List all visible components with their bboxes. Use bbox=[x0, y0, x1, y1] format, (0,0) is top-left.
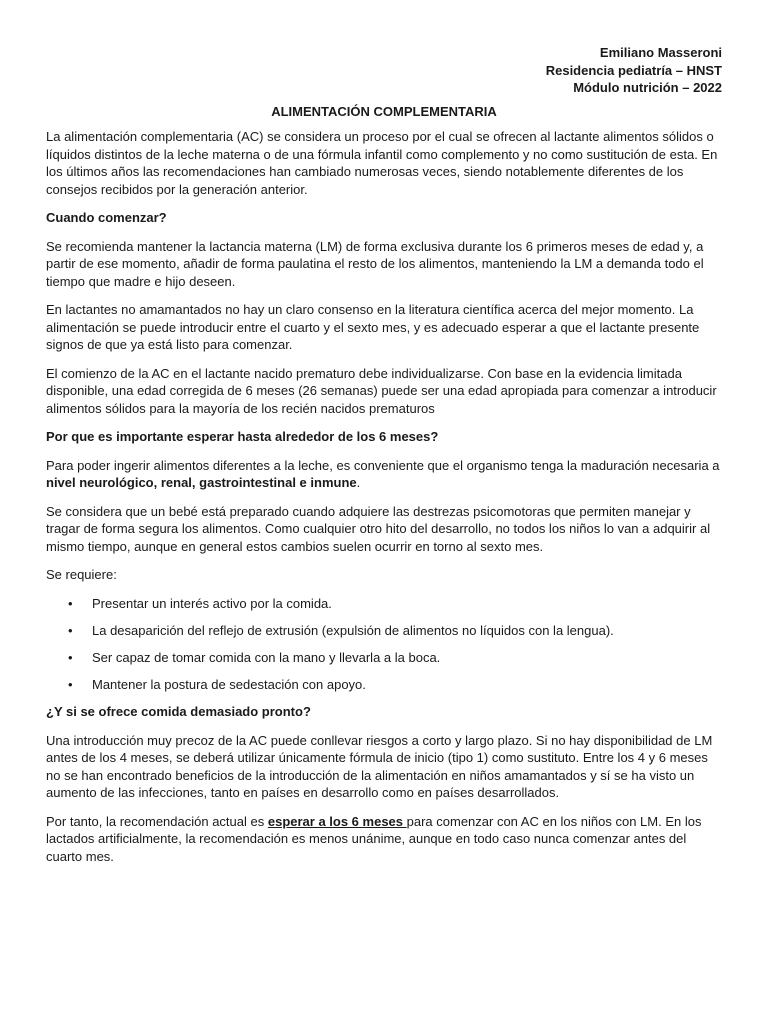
paragraph-recommendation bbox=[46, 813, 722, 866]
document-header bbox=[46, 44, 722, 97]
paragraph-premature: El comienzo de la AC en el lactante nacido prematuro debe individualizarse. Con base en la evidencia limitada disponible, una edad corregida de 6 meses (26 semanas) puede ser una edad apropiada para comenzar a introducir alimentos sólidos para la mayoría de los recién nacidos prematuros bbox=[46, 365, 717, 416]
list-item-text: Mantener la postura de sedestación con apoyo. bbox=[92, 676, 366, 692]
maturation-text-start: Para poder ingerir alimentos diferentes a la leche, es conveniente que el organismo tenga la maduración necesaria a bbox=[46, 457, 720, 473]
bullet-icon: • bbox=[68, 595, 73, 611]
list-item-text: Ser capaz de tomar comida con la mano y llevarla a la boca. bbox=[92, 649, 441, 665]
maturation-bold-text: nivel neurológico, renal, gastrointestinal e inmune bbox=[46, 475, 357, 490]
list-item bbox=[68, 676, 722, 694]
author-name: Emiliano Masseroni bbox=[599, 45, 722, 60]
intro-paragraph: La alimentación complementaria (AC) se considera un proceso por el cual se ofrecen al lactante alimentos sólidos o líquidos distintos de la leche materna o de una fórmula infantil como complemento y no como sustitución de esta. En los últimos años las recomendaciones han cambiado numerosas veces, siendo notablemente diferentes de los consejos recibidos por la generación anterior. bbox=[46, 129, 718, 197]
list-item bbox=[68, 622, 722, 640]
bullet-icon: • bbox=[68, 649, 73, 665]
paragraph-readiness: Se considera que un bebé está preparado cuando adquiere las destrezas psicomotoras que permiten manejar y tragar de forma segura los alimentos. Como cualquier otro hito del desarrollo, no todos los niños lo van a adquirir al mismo tiempo, aunque en general estos cambios suelen ocurrir en torno al sexto mes. bbox=[46, 503, 711, 554]
bullet-icon: • bbox=[68, 622, 73, 638]
recommendation-text-end: para comenzar con AC en los niños con LM. En los lactados artificialmente, la recomendación es menos unánime, aunque en todo caso nunca comenzar antes del cuarto mes. bbox=[46, 813, 702, 864]
section-heading-why: Por que es importante esperar hasta alrededor de los 6 meses? bbox=[46, 429, 439, 444]
maturation-text-end: . bbox=[356, 475, 361, 490]
recommendation-underlined-text: esperar a los 6 meses bbox=[267, 813, 407, 829]
list-item-text: Presentar un interés activo por la comida. bbox=[92, 595, 332, 611]
requires-label: Se requiere: bbox=[46, 567, 117, 582]
bullet-icon: • bbox=[68, 676, 73, 692]
recommendation-text-start: Por tanto, la recomendación actual es bbox=[46, 813, 268, 829]
requirements-list bbox=[46, 595, 722, 694]
paragraph-maturation bbox=[46, 457, 722, 492]
list-item bbox=[68, 649, 722, 667]
program-name: Residencia pediatría – HNST bbox=[545, 62, 722, 78]
list-item bbox=[68, 595, 722, 613]
paragraph-exclusive-lm: Se recomienda mantener la lactancia materna (LM) de forma exclusiva durante los 6 primeros meses de edad y, a partir de ese momento, añadir de forma paulatina el resto de los alimentos, manteniendo la LM a demanda todo el tiempo que madre e hijo deseen. bbox=[46, 238, 704, 289]
section-heading-too-early: ¿Y si se ofrece comida demasiado pronto? bbox=[46, 704, 311, 719]
paragraph-early-risks: Una introducción muy precoz de la AC puede conllevar riesgos a corto y largo plazo. Si no hay disponibilidad de LM antes de los 4 meses, se deberá utilizar únicamente fórmula de inicio (tipo 1) como sustituto. Entre los 4 y 6 meses no se han encontrado beneficios de la introducción de la alimentación en niños amamantados y sí se ha visto un aumento de las infecciones, tanto en países en desarrollo como en países desarrollados. bbox=[46, 732, 713, 800]
list-item-text: La desaparición del reflejo de extrusión (expulsión de alimentos no líquidos con la lengua). bbox=[92, 622, 614, 638]
module-name: Módulo nutrición – 2022 bbox=[573, 80, 722, 95]
document-title: ALIMENTACIÓN COMPLEMENTARIA bbox=[271, 103, 497, 119]
section-heading-when: Cuando comenzar? bbox=[46, 210, 167, 225]
paragraph-non-breastfed: En lactantes no amamantados no hay un claro consenso en la literatura científica acerca del mejor momento. La alimentación se puede introducir entre el cuarto y el sexto mes, y es adecuado esperar a que el lactante presente signos de que ya está listo para comenzar. bbox=[46, 302, 700, 352]
